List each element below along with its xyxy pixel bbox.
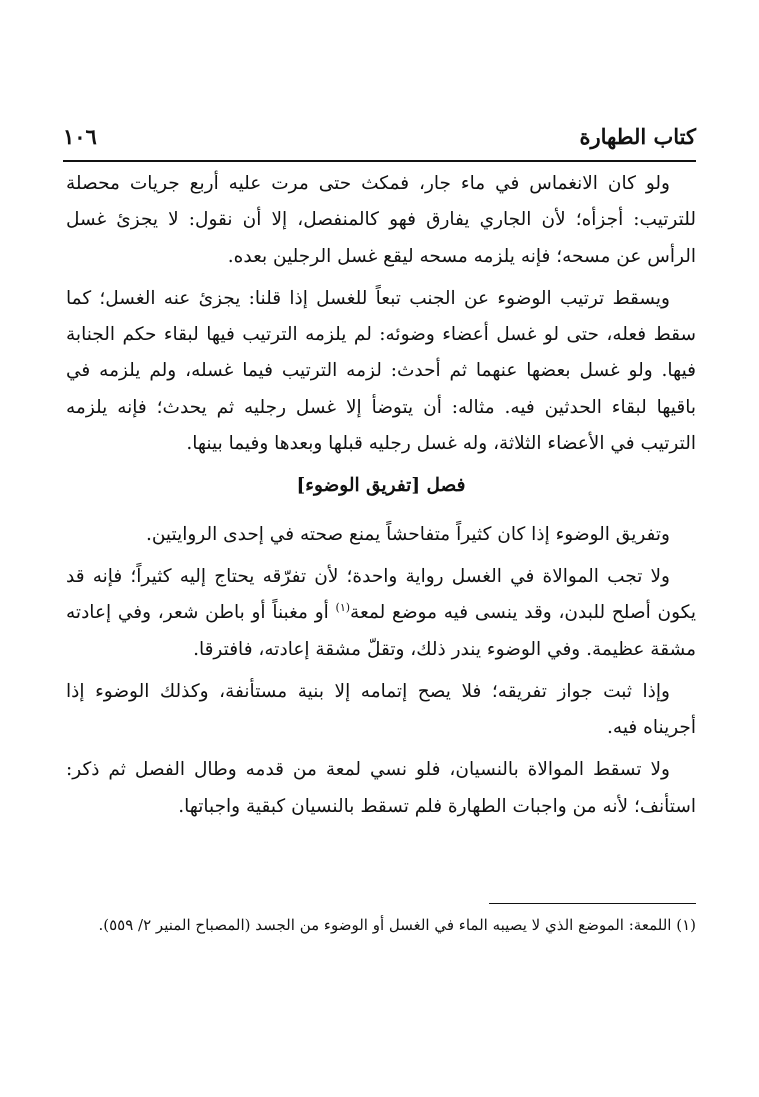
paragraph: ولو كان الانغماس في ماء جار، فمكث حتى مرت عليه أربع جريات محصلة للترتيب: أجزأه؛ لأن الجاري يفارق فهو كالمنفصل، إلا أن نقول: لا يجزئ غسل الرأس عن مسحه؛ فإنه يلزمه مسحه ليقع غسل الرجلين بعده. (66, 173, 696, 267)
footnote-area (66, 912, 696, 939)
paragraph: ولا تسقط الموالاة بالنسيان، فلو نسي لمعة من قدمه وطال الفصل ثم ذكر: استأنف؛ لأنه من واجبات الطهارة فلم تسقط بالنسيان كبقية واجباتها. (66, 759, 696, 817)
header-divider (63, 160, 696, 162)
paragraph (66, 559, 696, 668)
page-header (63, 122, 696, 158)
footnote-text: (١) اللمعة: الموضع الذي لا يصيبه الماء في الغسل أو الوضوء من الجسد (المصباح المنير ٢/ ٥٥٩). (98, 916, 696, 934)
running-title: كتاب الطهارة (579, 124, 696, 149)
section-heading: فصل [تفريق الوضوء] (296, 475, 466, 497)
paragraph: وتفريق الوضوء إذا كان كثيراً متفاحشاً يمنع صحته في إحدى الروايتين. (145, 523, 670, 545)
footnote-reference: (١) (335, 601, 351, 615)
paragraph-text: ولا تجب الموالاة في الغسل رواية واحدة؛ لأن تفرّقه يحتاج إليه كثيراً؛ فإنه قد يكون أصلح للبدن، وقد ينسى فيه موضع لمعة (66, 565, 696, 624)
paragraph-text: أو مغبناً أو باطن شعر، وفي إعادته مشقة عظيمة. وفي الوضوء يندر ذلك، وتقلّ مشقة إعادته، فافترقا. (66, 602, 696, 660)
paragraph: وإذا ثبت جواز تفريقه؛ فلا يصح إتمامه إلا بنية مستأنفة، وكذلك الوضوء إذا أجريناه فيه. (66, 680, 696, 739)
page-number: ١٠٦ (63, 124, 97, 149)
footnote-divider (489, 903, 696, 904)
paragraph: ويسقط ترتيب الوضوء عن الجنب تبعاً للغسل إذا قلنا: يجزئ عنه الغسل؛ كما سقط فعله، حتى لو غسل أعضاء وضوئه: لم يلزمه الترتيب فيها لبقاء حكم الجنابة فيها. ولو غسل بعضها عنهما ثم أحدث: لزمه الترتيب فيما غسله، ولم يلزمه في باقيها لبقاء الحدثين فيه. مثاله: أن يتوضأ إلا غسل رجليه ثم يحدث؛ فإنه يلزمه الترتيب في الأعضاء الثلاثة، وله غسل رجليه قبلها وبعدها وفيما بينها. (66, 287, 696, 455)
main-text (66, 166, 696, 831)
